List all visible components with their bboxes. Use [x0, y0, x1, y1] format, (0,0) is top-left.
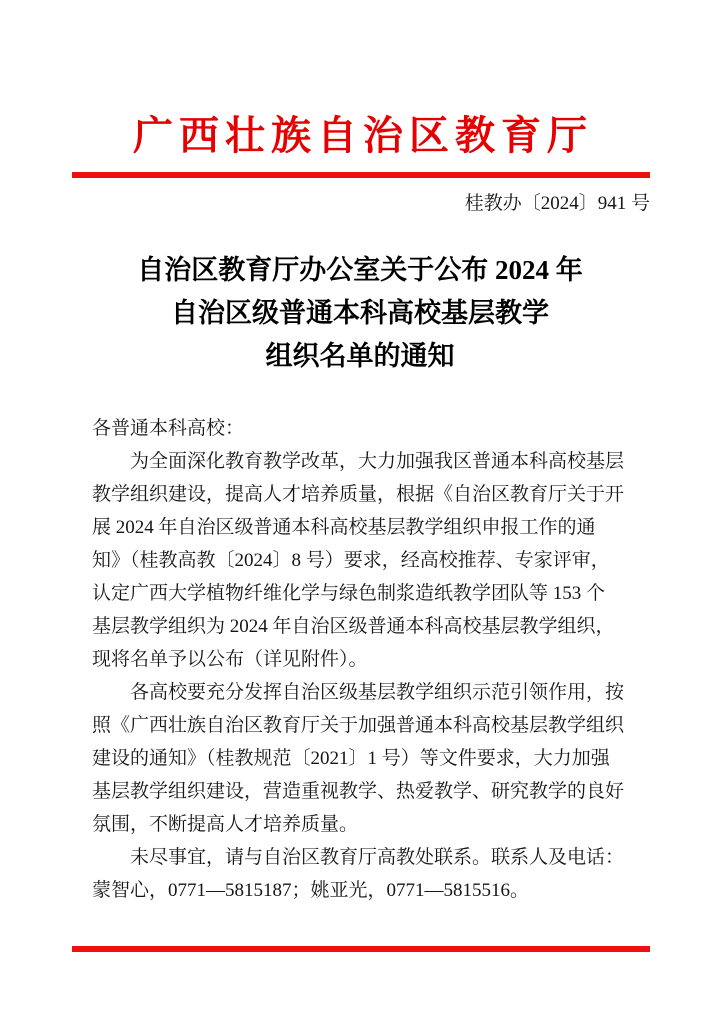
body-line: 认定广西大学植物纤维化学与绿色制浆造纸教学团队等 153 个 — [92, 583, 606, 604]
body-line: 蒙智心，0771—5815187；姚亚光，0771—5815516。 — [92, 880, 530, 901]
document-title-line-3: 组织名单的通知 — [265, 341, 455, 371]
document-title-line-2: 自治区级普通本科高校基层教学 — [171, 298, 549, 328]
body-line: 氛围，不断提高人才培养质量。 — [92, 814, 359, 835]
body-line: 各高校要充分发挥自治区级基层教学组织示范引领作用，按 — [130, 682, 625, 703]
document-title — [0, 249, 720, 378]
document-number: 桂教办〔2024〕941 号 — [464, 193, 650, 214]
body-line: 基层教学组织为 2024 年自治区级普通本科高校基层教学组织， — [92, 616, 615, 637]
body-line: 照《广西壮族自治区教育厅关于加强普通本科高校基层教学组织 — [92, 715, 625, 736]
body-line: 基层教学组织建设，营造重视教学、热爱教学、研究教学的良好 — [92, 781, 625, 802]
header-divider-line — [72, 172, 650, 178]
body-line: 展 2024 年自治区级普通本科高校基层教学组织申报工作的通 — [92, 517, 596, 538]
document-body — [92, 412, 650, 907]
body-paragraphs — [92, 445, 650, 907]
agency-name-header: 广西壮族自治区教育厅 — [133, 113, 593, 158]
document-title-line-1: 自治区教育厅办公室关于公布 2024 年 — [137, 255, 583, 285]
body-line: 教学组织建设，提高人才培养质量，根据《自治区教育厅关于开 — [92, 484, 625, 505]
body-line: 建设的通知》（桂教规范〔2021〕1 号）等文件要求，大力加强 — [92, 748, 610, 769]
body-line: 现将名单予以公布（详见附件）。 — [92, 649, 368, 670]
footer-divider-line — [72, 946, 650, 952]
body-line: 知》（桂教高教〔2024〕8 号）要求，经高校推荐、专家评审， — [92, 550, 610, 571]
body-line: 为全面深化教育教学改革，大力加强我区普通本科高校基层 — [130, 451, 625, 472]
body-line: 未尽事宜，请与自治区教育厅高教处联系。联系人及电话： — [130, 847, 625, 868]
salutation: 各普通本科高校： — [92, 418, 245, 439]
